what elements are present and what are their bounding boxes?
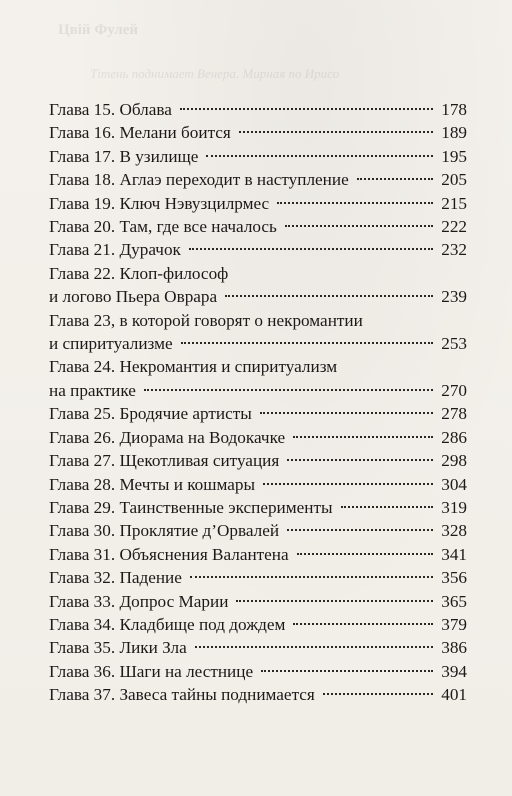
toc-entry-title-line: Глава 30. Проклятие д’Орвалей — [49, 521, 280, 541]
toc-entry — [49, 355, 467, 402]
toc-entry — [49, 683, 467, 706]
toc-entry-title-line: Глава 21. Дурачок — [49, 240, 181, 260]
toc-entry-title-line: Глава 34. Кладбище под дождем — [49, 614, 286, 634]
dot-leader — [239, 131, 433, 133]
toc-entry-last-line — [49, 566, 467, 589]
dot-leader — [181, 342, 434, 344]
dot-leader — [236, 600, 433, 602]
page-number: 386 — [441, 638, 467, 658]
toc-entry-last-line — [49, 238, 467, 261]
page-number: 232 — [441, 240, 467, 260]
page-number: 365 — [441, 591, 467, 611]
toc-entry-last-line — [49, 215, 467, 238]
toc-entry-title-line: Глава 24. Некромантия и спиритуализм — [49, 357, 338, 377]
toc-entry-title-line: Глава 20. Там, где все началось — [49, 217, 277, 237]
page-number: 222 — [441, 217, 467, 237]
page-number: 195 — [441, 146, 467, 166]
toc-entry-last-line — [49, 660, 467, 683]
toc-entry — [49, 660, 467, 683]
page-number: 239 — [441, 287, 467, 307]
toc-entry — [49, 519, 467, 542]
toc-entry-title-line: Глава 16. Мелани боится — [49, 123, 231, 143]
page-number: 394 — [441, 661, 467, 681]
dot-leader — [195, 646, 433, 648]
toc-entry-title-line: Глава 25. Бродячие артисты — [49, 404, 252, 424]
bleed-through-text: Цвій Фулей — [58, 22, 139, 38]
toc-entry-title-line: Глава 29. Таинственные эксперименты — [49, 497, 333, 517]
toc-entry — [49, 262, 467, 309]
toc-entry — [49, 426, 467, 449]
toc-entry-last-line — [49, 496, 467, 519]
toc-entry-title-line: Глава 18. Аглаэ переходит в наступление — [49, 170, 349, 190]
page-number: 189 — [441, 123, 467, 143]
toc-entry — [49, 309, 467, 356]
toc-entry — [49, 449, 467, 472]
toc-entry-title-line: Глава 19. Ключ Нэвузцилрмес — [49, 193, 270, 213]
toc-entry-title-line: Глава 28. Мечты и кошмары — [49, 474, 256, 494]
toc-entry-title-line: Глава 35. Лики Зла — [49, 638, 187, 658]
toc-entry-last-line — [49, 590, 467, 613]
toc-entry-last-line — [49, 332, 467, 355]
table-of-contents — [49, 98, 467, 707]
toc-entry-title-line: и спиритуализме — [49, 334, 173, 354]
toc-entry — [49, 402, 467, 425]
toc-entry — [49, 473, 467, 496]
toc-entry — [49, 566, 467, 589]
toc-entry-title-line: и логово Пьера Оврара — [49, 287, 218, 307]
toc-entry-title-line: Глава 26. Диорама на Водокачке — [49, 427, 286, 447]
dot-leader — [190, 576, 433, 578]
dot-leader — [189, 248, 433, 250]
dot-leader — [180, 108, 433, 110]
page-number: 286 — [441, 427, 467, 447]
page-number: 379 — [441, 614, 467, 634]
dot-leader — [225, 295, 433, 297]
page-number: 178 — [441, 100, 467, 119]
toc-entry — [49, 636, 467, 659]
toc-entry-last-line — [49, 543, 467, 566]
page-number: 401 — [441, 685, 467, 705]
dot-leader — [285, 225, 433, 227]
toc-entry-last-line — [49, 145, 467, 168]
dot-leader — [261, 670, 433, 672]
toc-entry-title-line: Глава 17. В узилище — [49, 146, 199, 166]
toc-entry — [49, 215, 467, 238]
toc-entry — [49, 192, 467, 215]
toc-entry — [49, 496, 467, 519]
toc-entry-last-line — [49, 121, 467, 144]
toc-entry-last-line — [49, 613, 467, 636]
toc-entry — [49, 121, 467, 144]
page-number: 215 — [441, 193, 467, 213]
page-number: 341 — [441, 544, 467, 564]
toc-entry-title-line: на практике — [49, 380, 136, 400]
dot-leader — [263, 483, 433, 485]
page-number: 278 — [441, 404, 467, 424]
dot-leader — [206, 155, 433, 157]
toc-entry-title-line: Глава 33. Допрос Марии — [49, 591, 229, 611]
toc-entry-title-line: Глава 36. Шаги на лестнице — [49, 661, 254, 681]
page-number: 304 — [441, 474, 467, 494]
toc-entry-last-line — [49, 519, 467, 542]
dot-leader — [144, 389, 433, 391]
toc-entry — [49, 238, 467, 261]
toc-entry — [49, 145, 467, 168]
dot-leader — [293, 623, 433, 625]
toc-entry-title-line: Глава 23, в которой говорят о некромантии — [49, 310, 363, 330]
dot-leader — [357, 178, 434, 180]
toc-entry-last-line — [49, 683, 467, 706]
toc-entry-title-line: Глава 27. Щекотливая ситуация — [49, 451, 280, 471]
toc-entry-last-line — [49, 473, 467, 496]
toc-entry-last-line — [49, 449, 467, 472]
toc-entry — [49, 613, 467, 636]
page-number: 253 — [441, 334, 467, 354]
dot-leader — [260, 412, 433, 414]
dot-leader — [287, 459, 433, 461]
page-number: 319 — [441, 497, 467, 517]
dot-leader — [297, 553, 434, 555]
dot-leader — [293, 436, 433, 438]
toc-entry — [49, 543, 467, 566]
dot-leader — [323, 693, 433, 695]
page-number: 328 — [441, 521, 467, 541]
page-number: 270 — [441, 380, 467, 400]
toc-entry-last-line — [49, 426, 467, 449]
toc-entry-last-line — [49, 168, 467, 191]
dot-leader — [277, 202, 433, 204]
toc-entry-title-line: Глава 15. Облава — [49, 100, 172, 119]
toc-entry-last-line — [49, 402, 467, 425]
page-number: 205 — [441, 170, 467, 190]
toc-entry-last-line — [49, 285, 467, 308]
toc-entry — [49, 168, 467, 191]
toc-entry-title-line: Глава 32. Падение — [49, 568, 182, 588]
bleed-through-text: Тітень поднимает Венера. Мирная по Ирисо — [90, 66, 340, 81]
dot-leader — [287, 529, 433, 531]
page-number: 298 — [441, 451, 467, 471]
toc-entry-title-line: Глава 37. Завеса тайны поднимается — [49, 685, 315, 705]
toc-entry-title-line: Глава 31. Объяснения Валантена — [49, 544, 289, 564]
dot-leader — [341, 506, 434, 508]
toc-entry-last-line — [49, 192, 467, 215]
toc-entry-last-line — [49, 379, 467, 402]
toc-entry-last-line — [49, 636, 467, 659]
toc-entry-title-line: Глава 22. Клоп-философ — [49, 263, 229, 283]
toc-entry — [49, 590, 467, 613]
toc-entry-last-line — [49, 98, 467, 121]
toc-entry — [49, 98, 467, 121]
page-number: 356 — [441, 568, 467, 588]
